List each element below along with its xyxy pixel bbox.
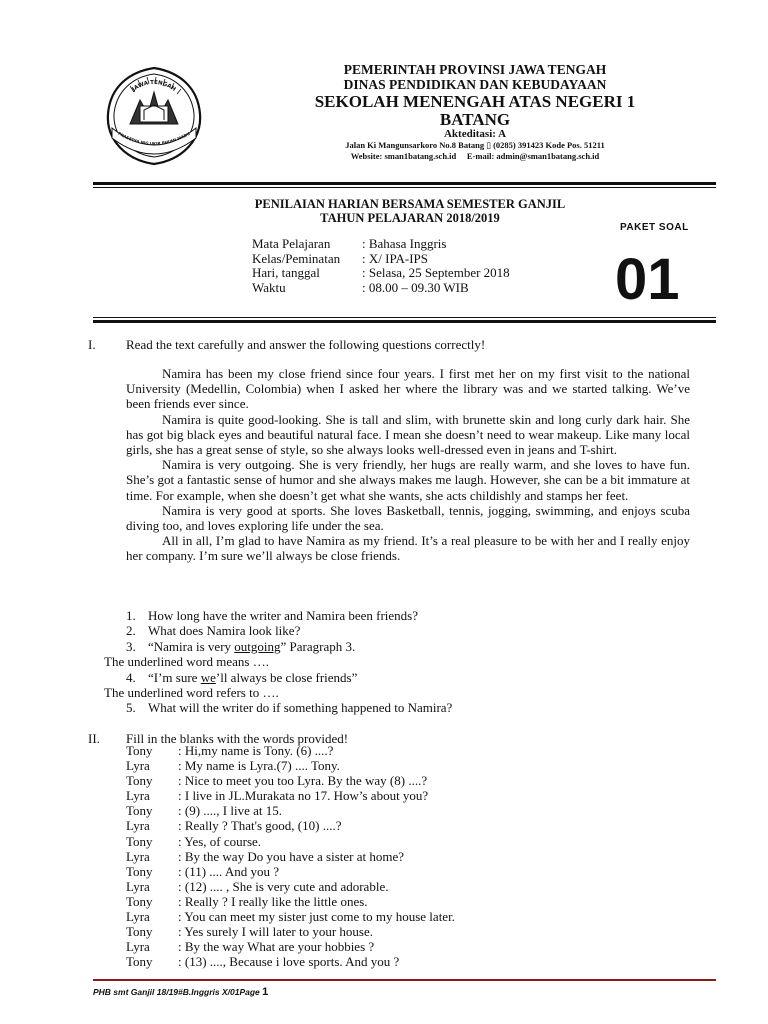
seal-bottom-text: PRASETYA ING UKIR BHUMI MADU: [117, 130, 191, 147]
speaker: Tony: [126, 893, 153, 909]
school-city: BATANG: [439, 110, 511, 129]
dialogue-line: [126, 864, 455, 879]
dialogue-line: [126, 788, 455, 803]
exam-info-table: [252, 237, 510, 295]
utterance: : (9) ...., I live at 15.: [178, 803, 282, 819]
dialogue-line: [126, 834, 455, 849]
dialogue-line: [126, 758, 455, 773]
dialogue-line: [126, 743, 455, 758]
dialogue-line: [126, 894, 455, 909]
title-divider-thick: [93, 320, 716, 323]
school-web-email: Website: sman1batang.sch.id E-mail: admin@sman1batang.sch.id: [350, 151, 600, 161]
question-text-part: ’ll always be close friends”: [215, 669, 358, 685]
question-item: [126, 700, 452, 715]
utterance: : My name is Lyra.(7) .... Tony.: [178, 758, 340, 774]
utterance: : By the way Do you have a sister at home?: [178, 848, 404, 864]
dialogue-line: [126, 849, 455, 864]
section-2-number: II.: [88, 731, 100, 746]
dialogue-line: [126, 818, 455, 833]
info-label: Hari, tanggal: [252, 265, 320, 280]
info-row: [252, 281, 510, 296]
page-footer: [93, 986, 268, 998]
info-label: Mata Pelajaran: [252, 236, 331, 251]
paket-number: 01: [615, 247, 680, 312]
province-seal-logo: [100, 62, 208, 170]
dialogue-line: [126, 954, 455, 969]
question-item: [126, 639, 452, 654]
paragraph: All in all, I’m glad to have Namira as my friend. It’s a real pleasure to be with her and I really enjoy her company. I’m sure we’ll always be close friends.: [126, 533, 690, 564]
speaker: Lyra: [126, 818, 150, 834]
speaker: Tony: [126, 773, 153, 789]
utterance: : (11) .... And you ?: [178, 863, 279, 879]
reading-text: [126, 366, 690, 564]
speaker: Tony: [126, 803, 153, 819]
question-number: 4.: [126, 669, 136, 685]
underlined-word: outgoing: [234, 638, 281, 654]
title-divider-thin: [93, 317, 716, 318]
footer-text: PHB smt Ganjil 18/19#B.Inggris X/01Page: [93, 987, 263, 997]
question-number: 3.: [126, 638, 136, 654]
gov-name: PEMERINTAH PROVINSI JAWA TENGAH: [343, 62, 607, 77]
utterance: : (13) ...., Because i love sports. And you ?: [178, 954, 400, 970]
info-label: Kelas/Peminatan: [252, 250, 341, 266]
speaker: Lyra: [126, 878, 150, 894]
speaker: Tony: [126, 743, 153, 758]
department-name: DINAS PENDIDIKAN DAN KEBUDAYAAN: [343, 77, 607, 92]
utterance: : Hi,my name is Tony. (6) ....?: [178, 743, 334, 758]
info-row: [252, 252, 510, 267]
info-value: : X/ IPA-IPS: [362, 250, 428, 266]
question-item: [126, 670, 452, 685]
speaker: Tony: [126, 954, 153, 970]
info-row: [252, 237, 510, 252]
paragraph: Namira is very outgoing. She is very friendly, her hugs are really warm, and she loves to have fun. She’s got a fantastic sense of humor and she always makes me laugh. However, she can be a bit immature at time. For example, when she doesn’t get what she wants, she acts childishly and stamps her feet.: [126, 457, 690, 503]
question-number: 2.: [126, 623, 136, 639]
speaker: Lyra: [126, 788, 150, 804]
exam-year: TAHUN PELAJARAN 2018/2019: [320, 211, 500, 225]
question-number: 5.: [126, 700, 136, 716]
question-text: [148, 639, 355, 654]
info-label: Waktu: [252, 279, 286, 295]
question-text-part: “I’m sure: [148, 669, 201, 685]
question-text-part: ” Paragraph 3.: [280, 638, 356, 654]
info-value: : Selasa, 25 September 2018: [362, 265, 510, 280]
info-value: : Bahasa Inggris: [362, 236, 447, 251]
speaker: Lyra: [126, 848, 150, 864]
utterance: : Yes, of course.: [178, 833, 262, 849]
utterance: : I live in JL.Murakata no 17. How’s about you?: [178, 788, 429, 804]
question-text-part: “Namira is very: [148, 638, 235, 654]
speaker: Tony: [126, 833, 153, 849]
utterance: : Yes surely I will later to your house.: [178, 924, 373, 940]
dialogue-line: [126, 773, 455, 788]
question-item: [126, 608, 452, 623]
paragraph: Namira has been my close friend since four years. I first met her on my first visit to the national University (Medellin, Colombia) when I asked her where the library was and we started talking. We’ve been friends ever since.: [126, 366, 690, 412]
dialogue-line: [126, 879, 455, 894]
school-address: Jalan Ki Mangunsarkoro No.8 Batang ▯ (0285) 391423 Kode Pos. 51211: [345, 140, 605, 150]
question-number: 1.: [126, 608, 136, 623]
utterance: : Really ? I really like the little ones.: [178, 893, 368, 909]
section-1-instruction: Read the text carefully and answer the following questions correctly!: [126, 337, 486, 352]
speaker: Tony: [126, 924, 153, 940]
utterance: : By the way What are your hobbies ?: [178, 939, 375, 955]
utterance: : You can meet my sister just come to my house later.: [178, 909, 455, 925]
underlined-word: we: [200, 669, 216, 685]
question-note: The underlined word means ….: [104, 654, 269, 670]
paragraph: Namira is very good at sports. She loves Basketball, tennis, jogging, swimming, and enjoys scuba diving too, and loves exploring life under the sea.: [126, 502, 690, 534]
info-value: : 08.00 – 09.30 WIB: [362, 279, 469, 295]
speaker: Lyra: [126, 758, 150, 774]
speaker: Tony: [126, 863, 153, 879]
question-note: The underlined word refers to ….: [104, 685, 279, 701]
question-item: [126, 623, 452, 638]
speaker: Lyra: [126, 939, 150, 955]
exam-title: PENILAIAN HARIAN BERSAMA SEMESTER GANJIL: [254, 197, 566, 211]
page-number: 1: [262, 986, 269, 998]
footer-divider: [93, 979, 716, 981]
question-text: What does Namira look like?: [148, 623, 301, 639]
seal-top-text: JAWA TENGAH: [131, 79, 177, 93]
question-text: [148, 670, 357, 685]
utterance: : (12) .... , She is very cute and adorable.: [178, 878, 389, 894]
dialogue-line: [126, 939, 455, 954]
utterance: : Nice to meet you too Lyra. By the way (8) ....?: [178, 773, 428, 789]
section-2-instruction: Fill in the blanks with the words provided!: [126, 731, 349, 746]
speaker: Lyra: [126, 909, 150, 925]
utterance: : Really ? That's good, (10) ....?: [178, 818, 342, 834]
section-1-number: I.: [88, 337, 96, 352]
info-row: [252, 266, 510, 281]
dialogue-line: [126, 924, 455, 939]
question-list: [104, 608, 453, 716]
header-divider-thin: [93, 187, 716, 188]
paragraph: Namira is quite good-looking. She is tall and slim, with brunette skin and long curly dark hair. She has got big black eyes and beautiful natural face. I mean she doesn’t need to wear makeup. Like many local girls, she has a great sense of style, so she always looks well-dressed even in jeans and T-shirt.: [126, 411, 690, 458]
dialogue-line: [126, 803, 455, 818]
school-name: SEKOLAH MENENGAH ATAS NEGERI 1: [314, 92, 636, 111]
paket-label: PAKET SOAL: [620, 222, 689, 233]
accreditation: Akteditasi: A: [443, 128, 507, 140]
question-text: How long have the writer and Namira been friends?: [148, 608, 419, 623]
header-divider-thick: [93, 182, 716, 185]
dialogue-line: [126, 909, 455, 924]
question-text: What will the writer do if something happened to Namira?: [148, 700, 453, 716]
dialogue: [126, 743, 455, 969]
